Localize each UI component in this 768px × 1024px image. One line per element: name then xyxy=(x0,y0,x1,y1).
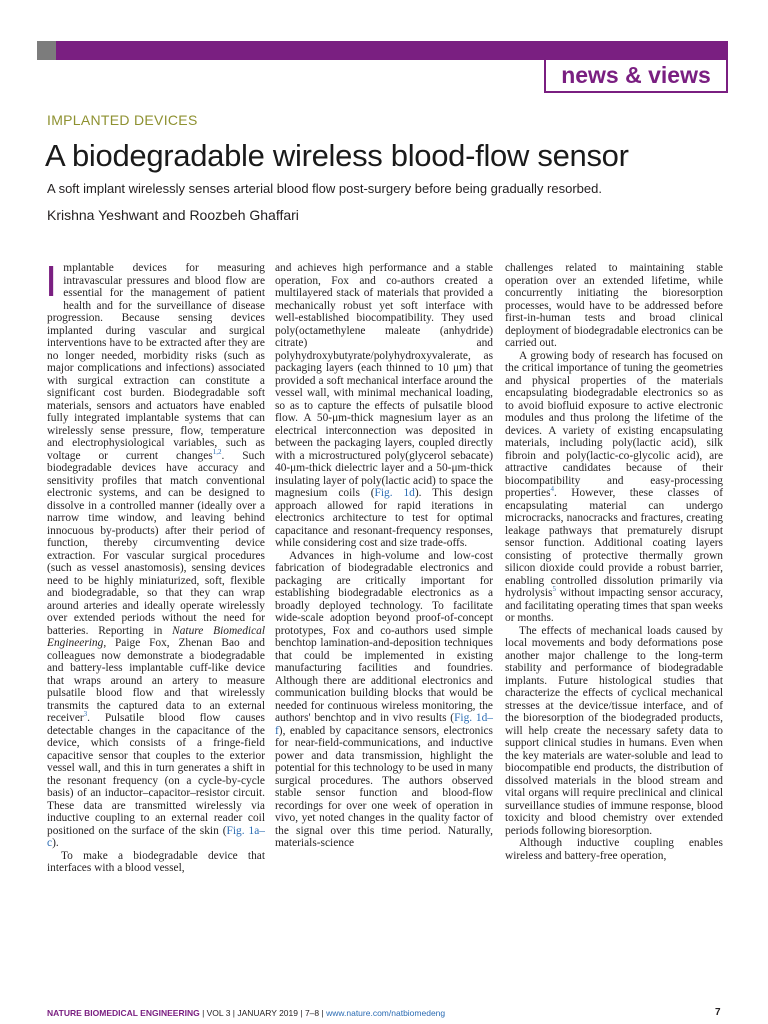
paragraph: Although inductive coupling enables wireless and battery-free operation, xyxy=(505,837,723,862)
body-column-1 xyxy=(45,257,265,875)
text-run: Advances in high-volume and low-cost fabrication of biodegradable electronics and packaging are critically important for establishing biodegradable electronics as a broadly deployed technology. To facilitate wide-scale adoption beyond proof-of-concept prototypes, Fox and co-authors used simple benchtop lamination-and-deposition techniques that could be implemented in existing manufacturing facilities and foundries. Although there are additional electronics and communication building blocks that would be needed for continuous wireless monitoring, the authors' benchtop and in vivo results ( xyxy=(275,549,493,724)
text-run: and achieves high performance and a stable operation, Fox and co-authors created a multilayered stack of materials that provided a mechanically robust yet soft interface with well-established biocompatibility. They used poly(octamethylene maleate (anhydride) citrate) and polyhydroxybutyrate/polyhydroxyvalerate, as packaging layers (each thinned to 10 μm) that provided a soft mechanical interface around the vessel wall, with minimal mechanical loading, so as to capture the effects of pulsatile blood flow. A 50-μm-thick magnesium layer as an electrical interconnection was deposited in between the packaging layers, coupled directly with a microstructured poly(glycerol sebacate) 40-μm-thick dielectric layer and a 50-μm-thick insulating layer of poly(lactic acid) to space the magnesium coils ( xyxy=(275,262,493,499)
footer-pages: 7–8 xyxy=(304,1008,320,1018)
article-authors: Krishna Yeshwant and Roozbeh Ghaffari xyxy=(47,207,299,223)
header-bar xyxy=(37,41,728,60)
figure-link[interactable]: Fig. 1d xyxy=(374,487,415,499)
section-badge[interactable]: news & views xyxy=(544,60,728,93)
article-kicker: IMPLANTED DEVICES xyxy=(47,112,198,128)
journal-name: Nature Biomedical Engineering xyxy=(47,624,265,649)
text-run: without impacting sensor accuracy, and facilitating operating times that span weeks or months. xyxy=(505,587,723,624)
page-footer xyxy=(47,1008,721,1018)
text-run: A growing body of research has focused on the critical importance of tuning the geometries and physical properties of the materials encapsulating biodegradable electronics so as to avoid biofluid exposure to active electronic modules and thus prolong the lifetime of the devices. A variety of existing encapsulating materials, including poly(lactic acid), silk fibroin and poly(lactic-co-glycolic acid), are attractive candidates because of their biocompatibility and easy-processing properties xyxy=(505,349,723,499)
text-run: mplantable devices for measuring intravascular pressures and blood flow are essential for the management of patient health and for the surveillance of disease progression. Because sensing devices implanted during vascular and surgical interventions have to be extracted after they are no longer needed, morbidity risks (such as major complications and infections) associated with surgical extraction can constitute a significant cost burden. Biodegradable soft materials, sensors and actuators have enabled fully integrated implantable systems that can wirelessly sense pressure, flow, temperature and electrophysiological variables, such as voltage or current changes xyxy=(47,262,265,462)
body-column-3 xyxy=(505,262,723,862)
text-run: , Paige Fox, Zhenan Bao and colleagues now demonstrate a biodegradable and battery-less implantable cuff-like device that wraps around an artery to measure pulsatile blood flow and that wirelessly transmits the captured data to an external receiver xyxy=(47,637,265,724)
paragraph xyxy=(505,350,723,625)
footer-journal: NATURE BIOMEDICAL ENGINEERING xyxy=(47,1008,200,1018)
text-run: ), enabled by capacitance sensors, electronics for near-field-communications, and inductive power and data transmission, highlight the potential for this technology to be used in many surgical procedures. The authors observed stable sensor function and blood-flow recordings for over one week of operation in vivo, yet noted changes in the quality factor of the signal over this time period. Naturally, materials-science xyxy=(275,724,493,849)
body-column-2 xyxy=(275,262,493,850)
article-standfirst: A soft implant wirelessly senses arterial blood flow post-surgery before being gradually resorbed. xyxy=(47,181,602,196)
footer-separator: | xyxy=(319,1008,327,1018)
figure-link[interactable]: Fig. 1a–c xyxy=(47,824,265,849)
paragraph xyxy=(45,257,265,850)
paragraph: To make a biodegradable device that interfaces with a blood vessel, xyxy=(47,849,265,874)
paragraph: challenges related to maintaining stable operation over an extended lifetime, while concurrently initiating the bioresorption processes, would have to be addressed before first-in-human tests and broad clinical deployment of biodegradable electronics can be carried out. xyxy=(505,262,723,349)
footer-url[interactable]: www.nature.com/natbiomedeng xyxy=(326,1008,446,1018)
article-title: A biodegradable wireless blood-flow sensor xyxy=(45,138,629,173)
text-run: . However, these classes of encapsulating material can undergo microcracks, nanocracks and fractures, creating leakage pathways that prematurely disrupt sensor function. Additional coating layers consisting of protective thermally grown silicon dioxide could provide a robust barrier, enabling controlled dissolution primarily via hydrolysis xyxy=(505,487,723,599)
text-run: . Such biodegradable devices have accuracy and sensitivity profiles that match conventional electronic systems, and can be designed to dissolve in a controlled manner (ideally over a narrow time window, and leaving behind innocuous by-products) after their period of function, thereby circumventing device extraction. For vascular surgical procedures (such as vessel anastomosis), sensing devices need to be highly miniaturized, soft, flexible and biodegradable, so that they can wrap around arteries and ideally operate wirelessly over extended periods without the need for batteries. Reporting in xyxy=(47,449,265,637)
paragraph xyxy=(275,550,493,850)
paragraph xyxy=(275,262,493,550)
text-run: ). This design approach allowed for rapid iterations in electronics architecture to test for optimal capacitance and resonant-frequency responses, while considering cost and size trade-offs. xyxy=(275,487,493,549)
citation-link[interactable]: 5 xyxy=(552,585,556,594)
footer-separator: | xyxy=(199,1008,207,1018)
drop-cap: I xyxy=(45,257,58,306)
footer-volume: VOL 3 | JANUARY 2019 xyxy=(206,1008,298,1018)
figure-link[interactable]: Fig. 1d–f xyxy=(275,712,493,737)
text-run: . Pulsatile blood flow causes detectable changes in the capacitance of the device, which consists of a fringe-field capacitive sensor that couples to the exterior vessel wall, and this in turn generates a shift in the resonant frequency (on a cycle-by-cycle basis) of an inductor–capacitor–resistor circuit. These data are transmitted wirelessly via inductive coupling to an external reader coil positioned on the surface of the skin ( xyxy=(47,712,265,837)
footer-separator: | xyxy=(298,1008,305,1018)
citation-link[interactable]: 4 xyxy=(550,485,555,494)
citation-link[interactable]: 3 xyxy=(83,710,88,719)
citation-link[interactable]: 1,2 xyxy=(212,447,222,456)
page-number: 7 xyxy=(715,1007,721,1018)
paragraph: The effects of mechanical loads caused by local movements and body deformations pose another major challenge to the long-term stability and performance of biodegradable implants. Future histological studies that characterize the effects of cyclical mechanical stresses at the device/tissue interface, and of the bioresorption of the biodegraded products, will help create the necessary safety data to support clinical studies in humans. Even when the key materials are water-soluble and lead to biocompatible end products, the distribution of dissolved materials in the blood stream and vital organs will require preclinical and clinical surveillance studies of immune response, blood toxicity and blood chemistry over extended periods following bioresorption. xyxy=(505,624,723,837)
text-run: ). xyxy=(52,837,59,849)
